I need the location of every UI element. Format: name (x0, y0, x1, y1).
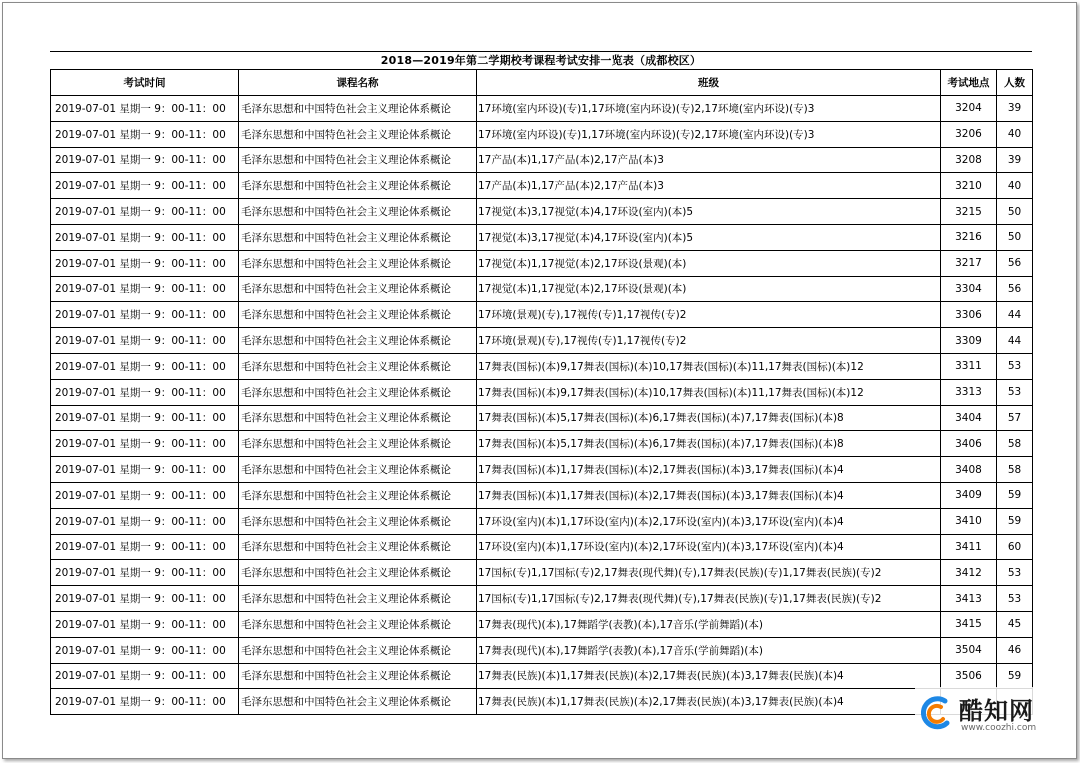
cell-class: 17舞表(国标)(本)5,17舞表(国标)(本)6,17舞表(国标)(本)7,17舞表(国标)(本)8 (477, 405, 941, 431)
table-row (51, 147, 1033, 173)
cell-exam-time: 2019-07-01 星期一 9：00-11：00 (51, 457, 239, 483)
cell-class: 17舞表(现代)(本),17舞蹈学(表教)(本),17音乐(学前舞蹈)(本) (477, 611, 941, 637)
cell-exam-time: 2019-07-01 星期一 9：00-11：00 (51, 250, 239, 276)
cell-student-count: 53 (997, 379, 1033, 405)
cell-class: 17舞表(国标)(本)9,17舞表(国标)(本)10,17舞表(国标)(本)11,17舞表(国标)(本)12 (477, 353, 941, 379)
cell-room: 3408 (941, 457, 997, 483)
cell-exam-time: 2019-07-01 星期一 9：00-11：00 (51, 173, 239, 199)
cell-exam-time: 2019-07-01 星期一 9：00-11：00 (51, 96, 239, 122)
cell-exam-time: 2019-07-01 星期一 9：00-11：00 (51, 482, 239, 508)
cell-course-name: 毛泽东思想和中国特色社会主义理论体系概论 (239, 276, 477, 302)
cell-exam-time: 2019-07-01 星期一 9：00-11：00 (51, 353, 239, 379)
cell-room: 3309 (941, 328, 997, 354)
cell-room: 3412 (941, 560, 997, 586)
cell-class: 17环境(室内环设)(专)1,17环境(室内环设)(专)2,17环境(室内环设)(专)3 (477, 96, 941, 122)
cell-class: 17舞表(国标)(本)9,17舞表(国标)(本)10,17舞表(国标)(本)11,17舞表(国标)(本)12 (477, 379, 941, 405)
table-row (51, 586, 1033, 612)
exam-schedule-table (50, 69, 1033, 715)
cell-student-count: 44 (997, 328, 1033, 354)
cell-course-name: 毛泽东思想和中国特色社会主义理论体系概论 (239, 457, 477, 483)
cell-room: 3504 (941, 637, 997, 663)
cell-course-name: 毛泽东思想和中国特色社会主义理论体系概论 (239, 302, 477, 328)
cell-class: 17舞表(民族)(本)1,17舞表(民族)(本)2,17舞表(民族)(本)3,17舞表(民族)(本)4 (477, 663, 941, 689)
cell-room: 3210 (941, 173, 997, 199)
cell-exam-time: 2019-07-01 星期一 9：00-11：00 (51, 689, 239, 715)
header-course: 课程名称 (239, 70, 477, 96)
cell-exam-time: 2019-07-01 星期一 9：00-11：00 (51, 431, 239, 457)
cell-student-count: 59 (997, 663, 1033, 689)
cell-course-name: 毛泽东思想和中国特色社会主义理论体系概论 (239, 534, 477, 560)
exam-schedule-sheet (50, 51, 1032, 715)
table-row (51, 96, 1033, 122)
cell-room: 3506 (941, 663, 997, 689)
cell-room: 3406 (941, 431, 997, 457)
header-count: 人数 (997, 70, 1033, 96)
cell-room: 3216 (941, 224, 997, 250)
cell-student-count: 45 (997, 611, 1033, 637)
cell-exam-time: 2019-07-01 星期一 9：00-11：00 (51, 379, 239, 405)
cell-course-name: 毛泽东思想和中国特色社会主义理论体系概论 (239, 147, 477, 173)
cell-student-count: 58 (997, 457, 1033, 483)
table-row (51, 560, 1033, 586)
cell-course-name: 毛泽东思想和中国特色社会主义理论体系概论 (239, 199, 477, 225)
table-row (51, 508, 1033, 534)
table-row (51, 534, 1033, 560)
cell-room: 3306 (941, 302, 997, 328)
cell-room: 3313 (941, 379, 997, 405)
cell-course-name: 毛泽东思想和中国特色社会主义理论体系概论 (239, 379, 477, 405)
cell-class: 17环设(室内)(本)1,17环设(室内)(本)2,17环设(室内)(本)3,17环设(室内)(本)4 (477, 508, 941, 534)
cell-class: 17环设(室内)(本)1,17环设(室内)(本)2,17环设(室内)(本)3,17环设(室内)(本)4 (477, 534, 941, 560)
watermark-brand: 酷知网 (959, 697, 1034, 725)
header-room: 考试地点 (941, 70, 997, 96)
cell-student-count: 56 (997, 276, 1033, 302)
table-row (51, 611, 1033, 637)
table-row (51, 250, 1033, 276)
cell-exam-time: 2019-07-01 星期一 9：00-11：00 (51, 328, 239, 354)
cell-exam-time: 2019-07-01 星期一 9：00-11：00 (51, 508, 239, 534)
table-row (51, 224, 1033, 250)
table-body (51, 96, 1033, 715)
table-row (51, 121, 1033, 147)
cell-room: 3411 (941, 534, 997, 560)
cell-student-count: 39 (997, 96, 1033, 122)
cell-room: 3208 (941, 147, 997, 173)
watermark (915, 687, 1075, 747)
cell-class: 17视觉(本)1,17视觉(本)2,17环设(景观)(本) (477, 276, 941, 302)
cell-student-count: 53 (997, 353, 1033, 379)
table-row (51, 302, 1033, 328)
cell-class: 17舞表(国标)(本)1,17舞表(国标)(本)2,17舞表(国标)(本)3,17舞表(国标)(本)4 (477, 482, 941, 508)
cell-student-count: 40 (997, 121, 1033, 147)
cell-exam-time: 2019-07-01 星期一 9：00-11：00 (51, 302, 239, 328)
cell-room: 3204 (941, 96, 997, 122)
cell-exam-time: 2019-07-01 星期一 9：00-11：00 (51, 637, 239, 663)
cell-student-count: 44 (997, 302, 1033, 328)
table-row (51, 353, 1033, 379)
cell-exam-time: 2019-07-01 星期一 9：00-11：00 (51, 405, 239, 431)
cell-student-count: 53 (997, 560, 1033, 586)
document-page (2, 2, 1077, 759)
cell-student-count: 53 (997, 586, 1033, 612)
cell-class: 17产品(本)1,17产品(本)2,17产品(本)3 (477, 147, 941, 173)
cell-student-count: 50 (997, 224, 1033, 250)
table-row (51, 199, 1033, 225)
cell-room: 3304 (941, 276, 997, 302)
cell-exam-time: 2019-07-01 星期一 9：00-11：00 (51, 560, 239, 586)
table-row (51, 482, 1033, 508)
cell-class: 17视觉(本)3,17视觉(本)4,17环设(室内)(本)5 (477, 199, 941, 225)
coozhi-logo-icon (917, 693, 957, 733)
cell-exam-time: 2019-07-01 星期一 9：00-11：00 (51, 534, 239, 560)
cell-course-name: 毛泽东思想和中国特色社会主义理论体系概论 (239, 637, 477, 663)
cell-course-name: 毛泽东思想和中国特色社会主义理论体系概论 (239, 96, 477, 122)
cell-exam-time: 2019-07-01 星期一 9：00-11：00 (51, 224, 239, 250)
cell-exam-time: 2019-07-01 星期一 9：00-11：00 (51, 663, 239, 689)
cell-class: 17舞表(现代)(本),17舞蹈学(表教)(本),17音乐(学前舞蹈)(本) (477, 637, 941, 663)
cell-class: 17视觉(本)1,17视觉(本)2,17环设(景观)(本) (477, 250, 941, 276)
cell-course-name: 毛泽东思想和中国特色社会主义理论体系概论 (239, 560, 477, 586)
cell-student-count: 57 (997, 405, 1033, 431)
header-class: 班级 (477, 70, 941, 96)
cell-class: 17产品(本)1,17产品(本)2,17产品(本)3 (477, 173, 941, 199)
cell-exam-time: 2019-07-01 星期一 9：00-11：00 (51, 586, 239, 612)
cell-student-count: 56 (997, 250, 1033, 276)
cell-course-name: 毛泽东思想和中国特色社会主义理论体系概论 (239, 121, 477, 147)
cell-course-name: 毛泽东思想和中国特色社会主义理论体系概论 (239, 586, 477, 612)
cell-class: 17环境(景观)(专),17视传(专)1,17视传(专)2 (477, 328, 941, 354)
cell-room: 3415 (941, 611, 997, 637)
cell-student-count: 50 (997, 199, 1033, 225)
table-row (51, 637, 1033, 663)
cell-exam-time: 2019-07-01 星期一 9：00-11：00 (51, 147, 239, 173)
table-row (51, 663, 1033, 689)
table-row (51, 328, 1033, 354)
table-row (51, 689, 1033, 715)
cell-course-name: 毛泽东思想和中国特色社会主义理论体系概论 (239, 611, 477, 637)
cell-course-name: 毛泽东思想和中国特色社会主义理论体系概论 (239, 663, 477, 689)
table-row (51, 173, 1033, 199)
cell-room: 3409 (941, 482, 997, 508)
cell-exam-time: 2019-07-01 星期一 9：00-11：00 (51, 276, 239, 302)
cell-course-name: 毛泽东思想和中国特色社会主义理论体系概论 (239, 250, 477, 276)
cell-student-count: 46 (997, 637, 1033, 663)
cell-room: 3215 (941, 199, 997, 225)
cell-student-count: 40 (997, 173, 1033, 199)
cell-student-count: 58 (997, 431, 1033, 457)
watermark-url: www.coozhi.com (961, 723, 1037, 733)
table-row (51, 405, 1033, 431)
cell-room: 3404 (941, 405, 997, 431)
cell-class: 17视觉(本)3,17视觉(本)4,17环设(室内)(本)5 (477, 224, 941, 250)
cell-exam-time: 2019-07-01 星期一 9：00-11：00 (51, 611, 239, 637)
cell-student-count: 60 (997, 534, 1033, 560)
cell-room: 3206 (941, 121, 997, 147)
cell-course-name: 毛泽东思想和中国特色社会主义理论体系概论 (239, 508, 477, 534)
cell-class: 17舞表(民族)(本)1,17舞表(民族)(本)2,17舞表(民族)(本)3,17舞表(民族)(本)4 (477, 689, 941, 715)
cell-class: 17舞表(国标)(本)5,17舞表(国标)(本)6,17舞表(国标)(本)7,17舞表(国标)(本)8 (477, 431, 941, 457)
header-row (51, 70, 1033, 96)
cell-class: 17国标(专)1,17国标(专)2,17舞表(现代舞)(专),17舞表(民族)(专)1,17舞表(民族)(专)2 (477, 560, 941, 586)
cell-course-name: 毛泽东思想和中国特色社会主义理论体系概论 (239, 353, 477, 379)
table-row (51, 457, 1033, 483)
cell-class: 17国标(专)1,17国标(专)2,17舞表(现代舞)(专),17舞表(民族)(专)1,17舞表(民族)(专)2 (477, 586, 941, 612)
cell-student-count: 59 (997, 508, 1033, 534)
sheet-title: 2018—2019年第二学期校考课程考试安排一览表（成都校区） (50, 51, 1032, 69)
cell-room: 3217 (941, 250, 997, 276)
cell-class: 17环境(景观)(专),17视传(专)1,17视传(专)2 (477, 302, 941, 328)
table-row (51, 379, 1033, 405)
table-row (51, 431, 1033, 457)
cell-room: 3311 (941, 353, 997, 379)
cell-room: 3410 (941, 508, 997, 534)
table-row (51, 276, 1033, 302)
cell-exam-time: 2019-07-01 星期一 9：00-11：00 (51, 121, 239, 147)
cell-course-name: 毛泽东思想和中国特色社会主义理论体系概论 (239, 224, 477, 250)
cell-class: 17环境(室内环设)(专)1,17环境(室内环设)(专)2,17环境(室内环设)(专)3 (477, 121, 941, 147)
cell-student-count: 39 (997, 147, 1033, 173)
cell-course-name: 毛泽东思想和中国特色社会主义理论体系概论 (239, 173, 477, 199)
cell-course-name: 毛泽东思想和中国特色社会主义理论体系概论 (239, 405, 477, 431)
cell-course-name: 毛泽东思想和中国特色社会主义理论体系概论 (239, 689, 477, 715)
cell-course-name: 毛泽东思想和中国特色社会主义理论体系概论 (239, 431, 477, 457)
cell-course-name: 毛泽东思想和中国特色社会主义理论体系概论 (239, 482, 477, 508)
cell-course-name: 毛泽东思想和中国特色社会主义理论体系概论 (239, 328, 477, 354)
cell-exam-time: 2019-07-01 星期一 9：00-11：00 (51, 199, 239, 225)
header-time: 考试时间 (51, 70, 239, 96)
cell-room: 3413 (941, 586, 997, 612)
cell-student-count: 59 (997, 482, 1033, 508)
cell-class: 17舞表(国标)(本)1,17舞表(国标)(本)2,17舞表(国标)(本)3,17舞表(国标)(本)4 (477, 457, 941, 483)
